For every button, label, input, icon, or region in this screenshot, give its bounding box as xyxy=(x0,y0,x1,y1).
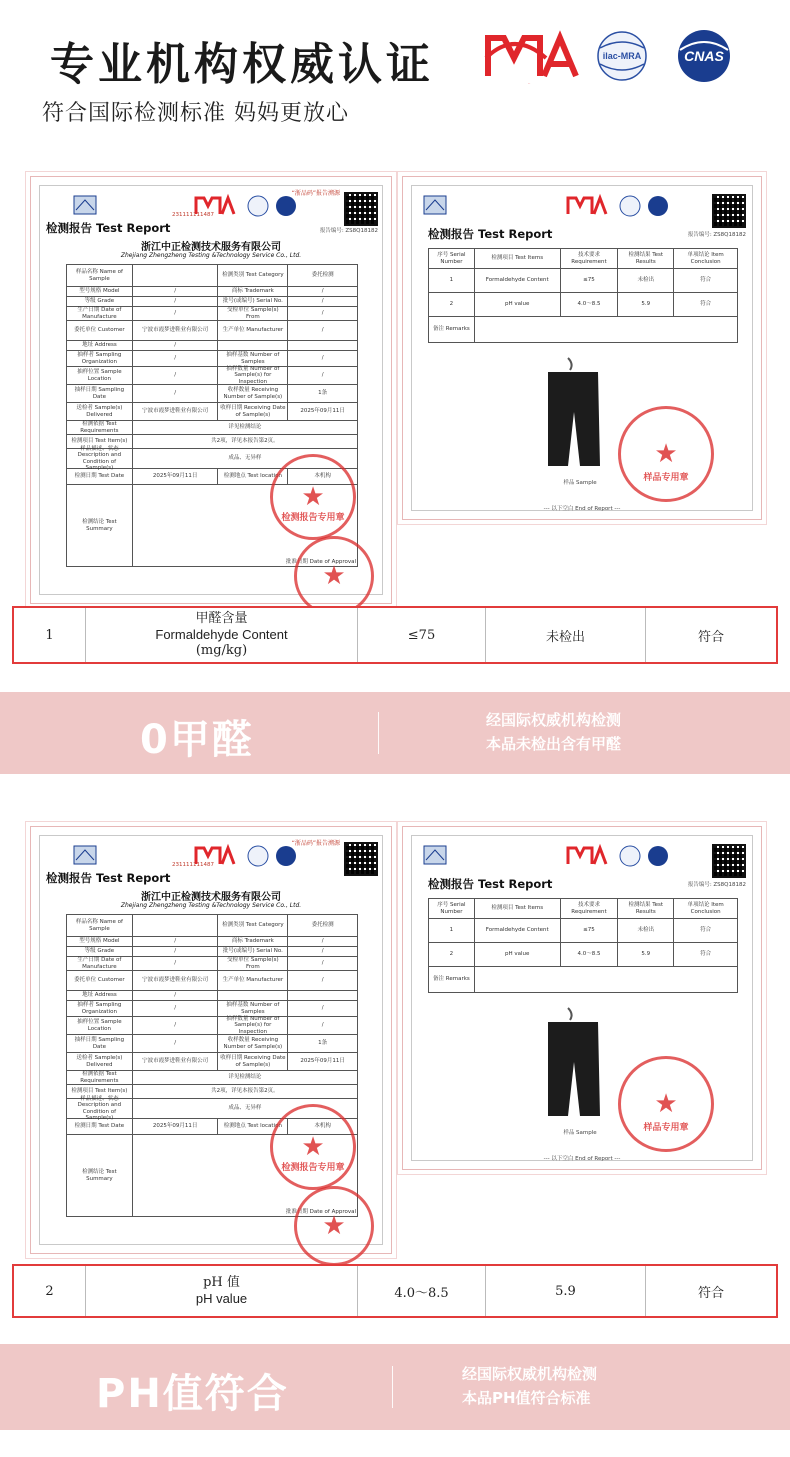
cma-number: 231111111487 xyxy=(172,212,214,218)
results-table: 序号 Serial Number 检测项目 Test Items 技术要求 Requirement 检测结果 Test Results 单项结论 Item Conclusion 1 Formaldehyde Content ≤75 未检出 符合 2 pH value 4.0～8.5 5.9 符合 备注 Remarks xyxy=(428,898,738,993)
sample-stamp-icon: ★ 样品专用章 xyxy=(618,1056,714,1152)
report-title: 检测报告 Test Report xyxy=(428,877,553,891)
report-title: 检测报告 Test Report xyxy=(46,871,171,885)
claim-line-2: 本品未检出含有甲醛 xyxy=(486,735,622,753)
end-of-report: --- 以下空白 End of Report --- xyxy=(543,506,621,512)
report-results-page xyxy=(402,176,762,520)
report-cover-page xyxy=(30,176,392,604)
conclusion: 符合 xyxy=(697,629,724,645)
claim-line-2: 本品PH值符合标准 xyxy=(462,1389,591,1407)
company-name-en: Zhejiang Zhengzheng Testing &Technology Service Co., Ltd. xyxy=(120,902,302,909)
qr-code-icon xyxy=(344,192,378,226)
highlight-row-formaldehyde xyxy=(12,606,778,664)
report-number: 报告编号: ZS8Q18182 xyxy=(687,232,746,238)
brand-tag: “浙品码”报告溯源 xyxy=(291,190,340,197)
claim-headline: 0甲醛 xyxy=(140,717,254,763)
claim-banner-formaldehyde xyxy=(0,692,790,774)
highlight-row-ph xyxy=(12,1264,778,1318)
sample-stamp-icon: ★ 样品专用章 xyxy=(618,406,714,502)
brand-tag: “浙品码”报告溯源 xyxy=(291,840,340,847)
claim-headline: PH值符合 xyxy=(96,1371,289,1417)
ilac-mra-logo-icon xyxy=(598,32,646,80)
test-seal-stamp-icon: ★ xyxy=(294,1186,374,1266)
report-section-ph xyxy=(0,818,790,1318)
requirement: ≤75 xyxy=(358,608,486,662)
report-number: 报告编号: ZS8Q18182 xyxy=(687,882,746,888)
svg-text:ilac-MRA: ilac-MRA xyxy=(602,51,642,61)
report-title: 检测报告 Test Report xyxy=(46,221,171,235)
cma-logo-icon xyxy=(486,38,576,85)
report-form: 样品名称 Name of Sample 检测类别 Test Category 委托检测 型号规格 Model / 商标 Trademark / 等级 Grade / 批号(或编号) Serial No. / 生产日期 Date of Manufacture / 受检单位 Sample(s) From / 委托单位 Customer 宁波市霞梦进鞋业有限公司 生产单位 Manufacturer / 地址 Address / 抽样者 Sampling Organization / 抽样基数 Number of Samples / 抽样位置 Sample Location / 抽样数量 Number of Sample(s) for Inspection / 抽样日期 Sampling Date / 收样数量 Receiving Number of Sample(s) 1条 送检者 Sample(s) Delivered 宁波市霞梦进鞋业有限公司 收样日期 Receiving Date of Sample(s) 2025年09月11日 检测依据 Test Requirements 详见检测结论 检测项目 Test Item(s) 共2项，详见本报告第2页。 样品描述、状态 Description and Condition of Sample(s) 成品、无异样 检测日期 Test Date 2025年09月11日 检测地点 Test location 本机构 检测结论 Test Summary 批准日期 Date of Approval xyxy=(66,264,358,567)
test-result: 5.9 xyxy=(486,1266,646,1316)
page-subtitle: 符合国际检测标准 妈妈更放心 xyxy=(42,101,349,126)
conclusion: 符合 xyxy=(697,1285,724,1301)
report-cover-page xyxy=(30,826,392,1254)
pants-sample-icon xyxy=(538,356,608,476)
test-result: 未检出 xyxy=(486,608,646,662)
report-results-page xyxy=(402,826,762,1170)
page-header xyxy=(0,0,790,160)
company-name-cn: 浙江中正检测技术服务有限公司 xyxy=(141,242,281,253)
test-item-unit: (mg/kg) xyxy=(195,643,248,658)
claim-line-1: 经国际权威机构检测 xyxy=(486,711,622,729)
qr-code-icon xyxy=(344,842,378,876)
pants-sample-icon xyxy=(538,1006,608,1126)
report-logo-strip-icon xyxy=(416,840,746,870)
test-item-cn: 甲醛含量 xyxy=(195,611,248,626)
certification-logos xyxy=(482,28,762,84)
cnas-logo-icon xyxy=(678,30,730,82)
company-name-cn: 浙江中正检测技术服务有限公司 xyxy=(141,892,281,903)
test-item xyxy=(86,608,358,662)
report-logo-strip-icon xyxy=(416,190,746,220)
page-title: 专业机构权威认证 xyxy=(50,39,434,90)
company-name-en: Zhejiang Zhengzheng Testing &Technology Service Co., Ltd. xyxy=(120,252,302,259)
claim-line-1: 经国际权威机构检测 xyxy=(462,1365,598,1383)
qr-code-icon xyxy=(712,844,746,878)
sample-label: 样品 Sample xyxy=(563,480,597,486)
banner-divider xyxy=(392,1366,393,1408)
cma-number: 231111111487 xyxy=(172,862,214,868)
test-item-cn: pH 值 xyxy=(203,1275,240,1290)
requirement: 4.0～8.5 xyxy=(358,1266,486,1316)
sample-label: 样品 Sample xyxy=(563,1130,597,1136)
official-stamp-icon: ★ 检测报告专用章 xyxy=(270,1104,356,1190)
report-title: 检测报告 Test Report xyxy=(428,227,553,241)
row-number: 1 xyxy=(14,608,86,662)
cma-logo-text: CMA xyxy=(528,84,531,85)
test-item-en: pH value xyxy=(195,1291,248,1306)
official-stamp-icon: ★ 检测报告专用章 xyxy=(270,454,356,540)
svg-text:CNAS: CNAS xyxy=(684,48,724,64)
test-item-en: Formaldehyde Content xyxy=(155,627,288,642)
test-item xyxy=(86,1266,358,1316)
results-table: 序号 Serial Number 检测项目 Test Items 技术要求 Requirement 检测结果 Test Results 单项结论 Item Conclusion 1 Formaldehyde Content ≤75 未检出 符合 2 pH value 4.0～8.5 5.9 符合 备注 Remarks xyxy=(428,248,738,343)
end-of-report: --- 以下空白 End of Report --- xyxy=(543,1156,621,1162)
claim-banner-ph xyxy=(0,1344,790,1430)
report-number: 报告编号: ZS8Q18182 xyxy=(319,228,378,234)
row-number: 2 xyxy=(14,1266,86,1316)
banner-divider xyxy=(378,712,379,754)
report-section-formaldehyde xyxy=(0,168,790,666)
qr-code-icon xyxy=(712,194,746,228)
test-seal-stamp-icon: ★ xyxy=(294,536,374,616)
report-form: 样品名称 Name of Sample 检测类别 Test Category 委托检测 型号规格 Model / 商标 Trademark / 等级 Grade / 批号(或编号) Serial No. / 生产日期 Date of Manufacture / 受检单位 Sample(s) From / 委托单位 Customer 宁波市霞梦进鞋业有限公司 生产单位 Manufacturer / 地址 Address / 抽样者 Sampling Organization / 抽样基数 Number of Samples / 抽样位置 Sample Location / 抽样数量 Number of Sample(s) for Inspection / 抽样日期 Sampling Date / 收样数量 Receiving Number of Sample(s) 1条 送检者 Sample(s) Delivered 宁波市霞梦进鞋业有限公司 收样日期 Receiving Date of Sample(s) 2025年09月11日 检测依据 Test Requirements 详见检测结论 检测项目 Test Item(s) 共2项，详见本报告第2页。 样品描述、状态 Description and Condition of Sample(s) 成品、无异样 检测日期 Test Date 2025年09月11日 检测地点 Test location 本机构 检测结论 Test Summary 批准日期 Date of Approval xyxy=(66,914,358,1217)
